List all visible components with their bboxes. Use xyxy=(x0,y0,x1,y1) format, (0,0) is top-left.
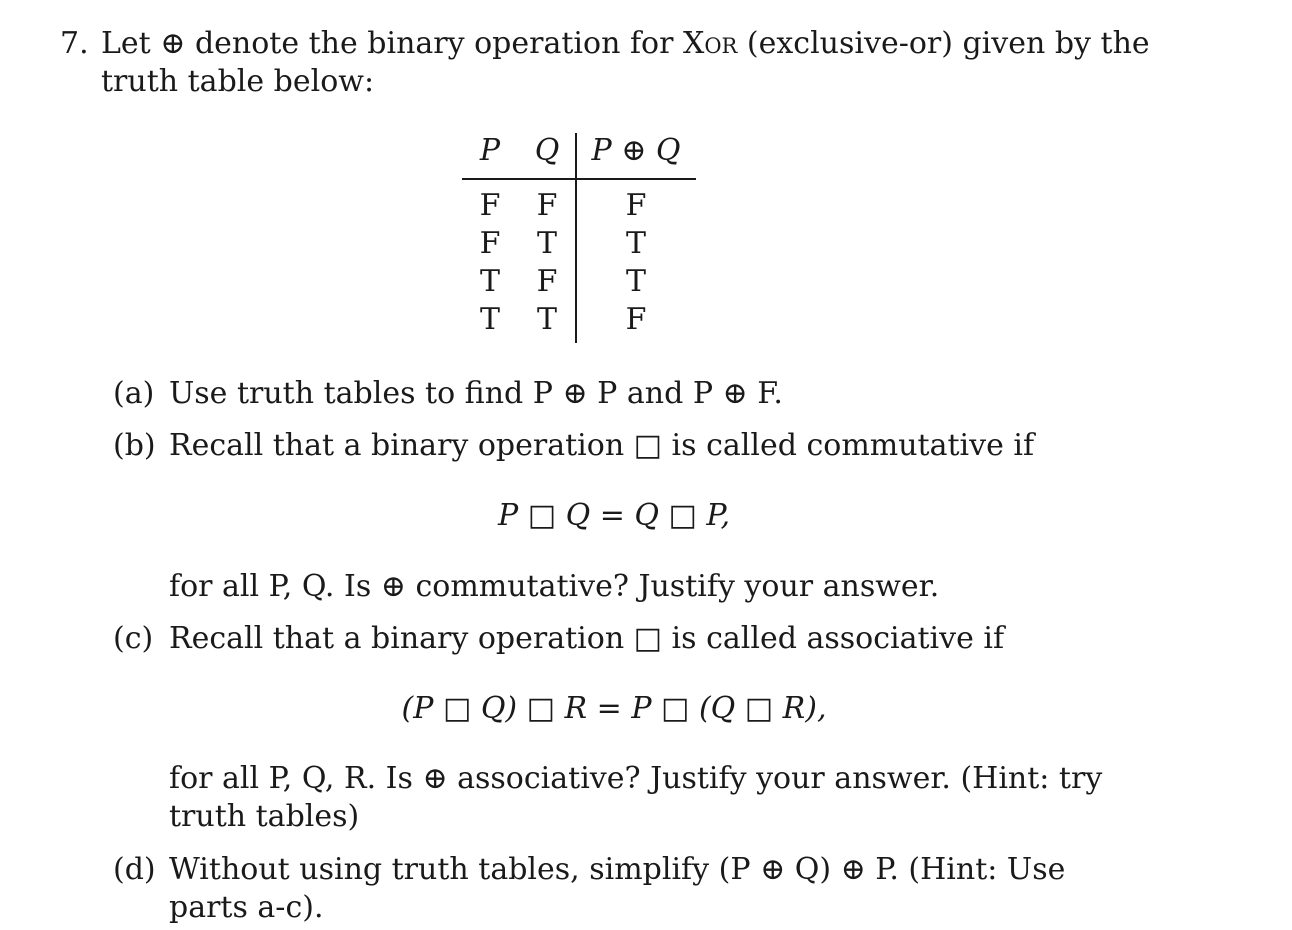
intro-text-b: (exclusive-or) given by the xyxy=(737,26,1150,61)
part-b-equation: P □ Q = Q □ P, xyxy=(497,498,731,533)
part-c-text: Recall that a binary operation □ is called associative if xyxy=(169,621,1005,656)
tt-cell: T xyxy=(536,226,557,261)
problem-intro-line2: truth table below: xyxy=(101,64,375,99)
part-a-text: Use truth tables to find P ⊕ P and P ⊕ F. xyxy=(169,376,783,411)
part-b-followup: for all P, Q. Is ⊕ commutative? Justify your answer. xyxy=(169,569,940,604)
tt-cell: T xyxy=(625,264,646,299)
tt-cell: F xyxy=(625,188,647,223)
tt-cell: T xyxy=(479,264,500,299)
tt-header-pxorq: P ⊕ Q xyxy=(591,133,681,168)
tt-cell: F xyxy=(479,226,501,261)
problem-intro-line1 xyxy=(101,25,1150,63)
part-a-label: (a) xyxy=(113,376,155,411)
part-d-text-line2: parts a-c). xyxy=(169,890,324,925)
tt-column-divider xyxy=(575,133,577,343)
tt-cell: F xyxy=(536,188,558,223)
part-d-label: (d) xyxy=(113,852,156,887)
problem-number: 7. xyxy=(60,26,89,61)
xor-label: Xor xyxy=(682,26,738,61)
tt-cell: F xyxy=(536,264,558,299)
part-c-followup-line2: truth tables) xyxy=(169,799,360,834)
tt-cell: T xyxy=(479,302,500,337)
part-b-label: (b) xyxy=(113,428,156,463)
part-b-text: Recall that a binary operation □ is called commutative if xyxy=(169,428,1035,463)
tt-cell: F xyxy=(479,188,501,223)
part-c-label: (c) xyxy=(113,621,154,656)
tt-header-p: P xyxy=(479,133,501,168)
tt-header-divider xyxy=(462,178,696,180)
tt-cell: T xyxy=(536,302,557,337)
part-d-text-line1: Without using truth tables, simplify (P ⊕ Q) ⊕ P. (Hint: Use xyxy=(169,852,1066,887)
tt-cell: F xyxy=(625,302,647,337)
part-c-equation: (P □ Q) □ R = P □ (Q □ R), xyxy=(401,691,827,726)
intro-text-a: Let ⊕ denote the binary operation for xyxy=(101,26,683,61)
part-c-followup-line1: for all P, Q, R. Is ⊕ associative? Justify your answer. (Hint: try xyxy=(169,761,1103,796)
tt-header-q: Q xyxy=(534,133,560,168)
tt-cell: T xyxy=(625,226,646,261)
